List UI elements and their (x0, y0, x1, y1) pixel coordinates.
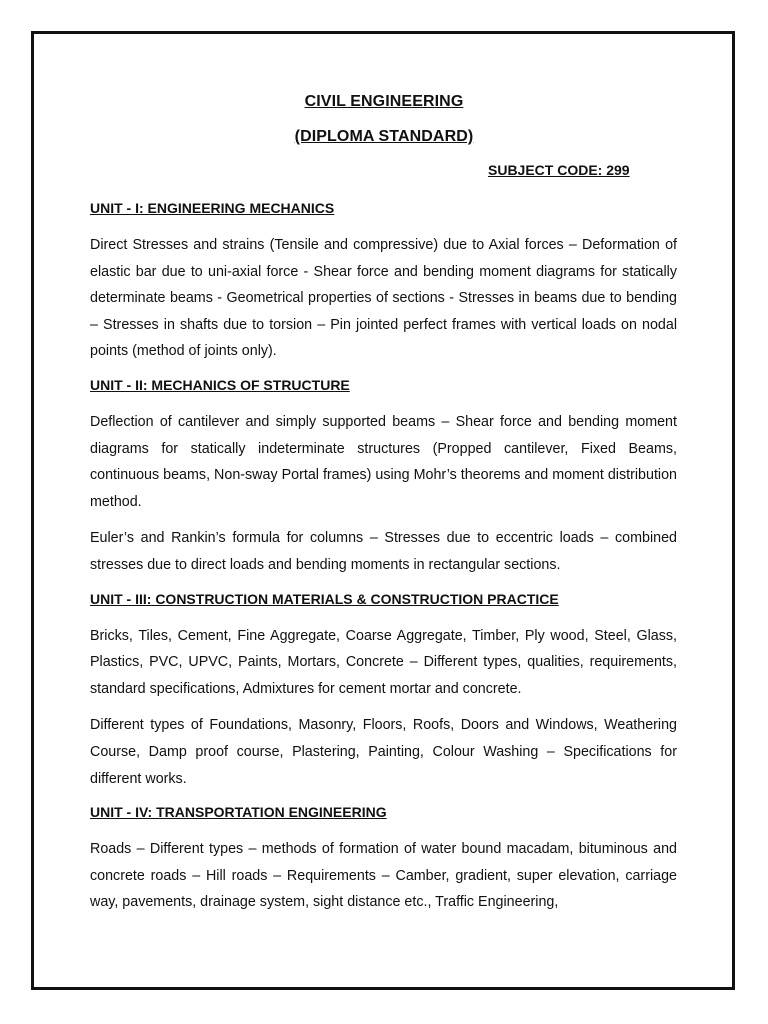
unit-2 (90, 375, 677, 579)
unit-heading: UNIT - I: ENGINEERING MECHANICS (90, 200, 335, 216)
document-title: CIVIL ENGINEERING (304, 93, 464, 110)
unit-paragraph: Deflection of cantilever and simply supported beams – Shear force and bending moment diagrams for statically indeterminate structures (Propped cantilever, Fixed Beams, continuous beams, Non-sway Portal frames) using Mohr’s theorems and moment distribution method. (90, 413, 677, 510)
unit-heading: UNIT - II: MECHANICS OF STRUCTURE (90, 376, 350, 393)
unit-paragraph: Euler’s and Rankin’s formula for columns – Stresses due to eccentric loads – combined stresses due to direct loads and bending moments in rectangular sections. (90, 530, 677, 573)
unit-paragraph: Direct Stresses and strains (Tensile and compressive) due to Axial forces – Deformation of elastic bar due to uni-axial force - Shear force and bending moment diagrams for statically determinate beams - Geometrical properties of sections - Stresses in beams due to bending – Stresses in shafts due to torsion – Pin jointed perfect frames with vertical loads on nodal points (method of joints only). (90, 237, 677, 360)
subject-code: SUBJECT CODE: 299 (488, 162, 630, 178)
unit-1 (90, 198, 677, 365)
unit-heading: UNIT - III: CONSTRUCTION MATERIALS & CONSTRUCTION PRACTICE (90, 590, 559, 607)
unit-4 (90, 802, 677, 916)
unit-heading: UNIT - IV: TRANSPORTATION ENGINEERING (90, 804, 387, 821)
document-subtitle: (DIPLOMA STANDARD) (294, 128, 474, 145)
syllabus-content (90, 198, 677, 926)
unit-3 (90, 589, 677, 793)
unit-paragraph: Roads – Different types – methods of formation of water bound macadam, bituminous and concrete roads – Hill roads – Requirements – Camber, gradient, super elevation, carriage way, pavements, drainage system, sight distance etc., Traffic Engineering, (90, 841, 677, 911)
unit-paragraph: Bricks, Tiles, Cement, Fine Aggregate, Coarse Aggregate, Timber, Ply wood, Steel, Glass, Plastics, PVC, UPVC, Paints, Mortars, Concrete – Different types, qualities, requirements, standard specifications, Admixtures for cement mortar and concrete. (90, 627, 677, 697)
unit-paragraph: Different types of Foundations, Masonry, Floors, Roofs, Doors and Windows, Weathering Course, Damp proof course, Plastering, Painting, Colour Washing – Specifications for different works. (90, 717, 677, 787)
